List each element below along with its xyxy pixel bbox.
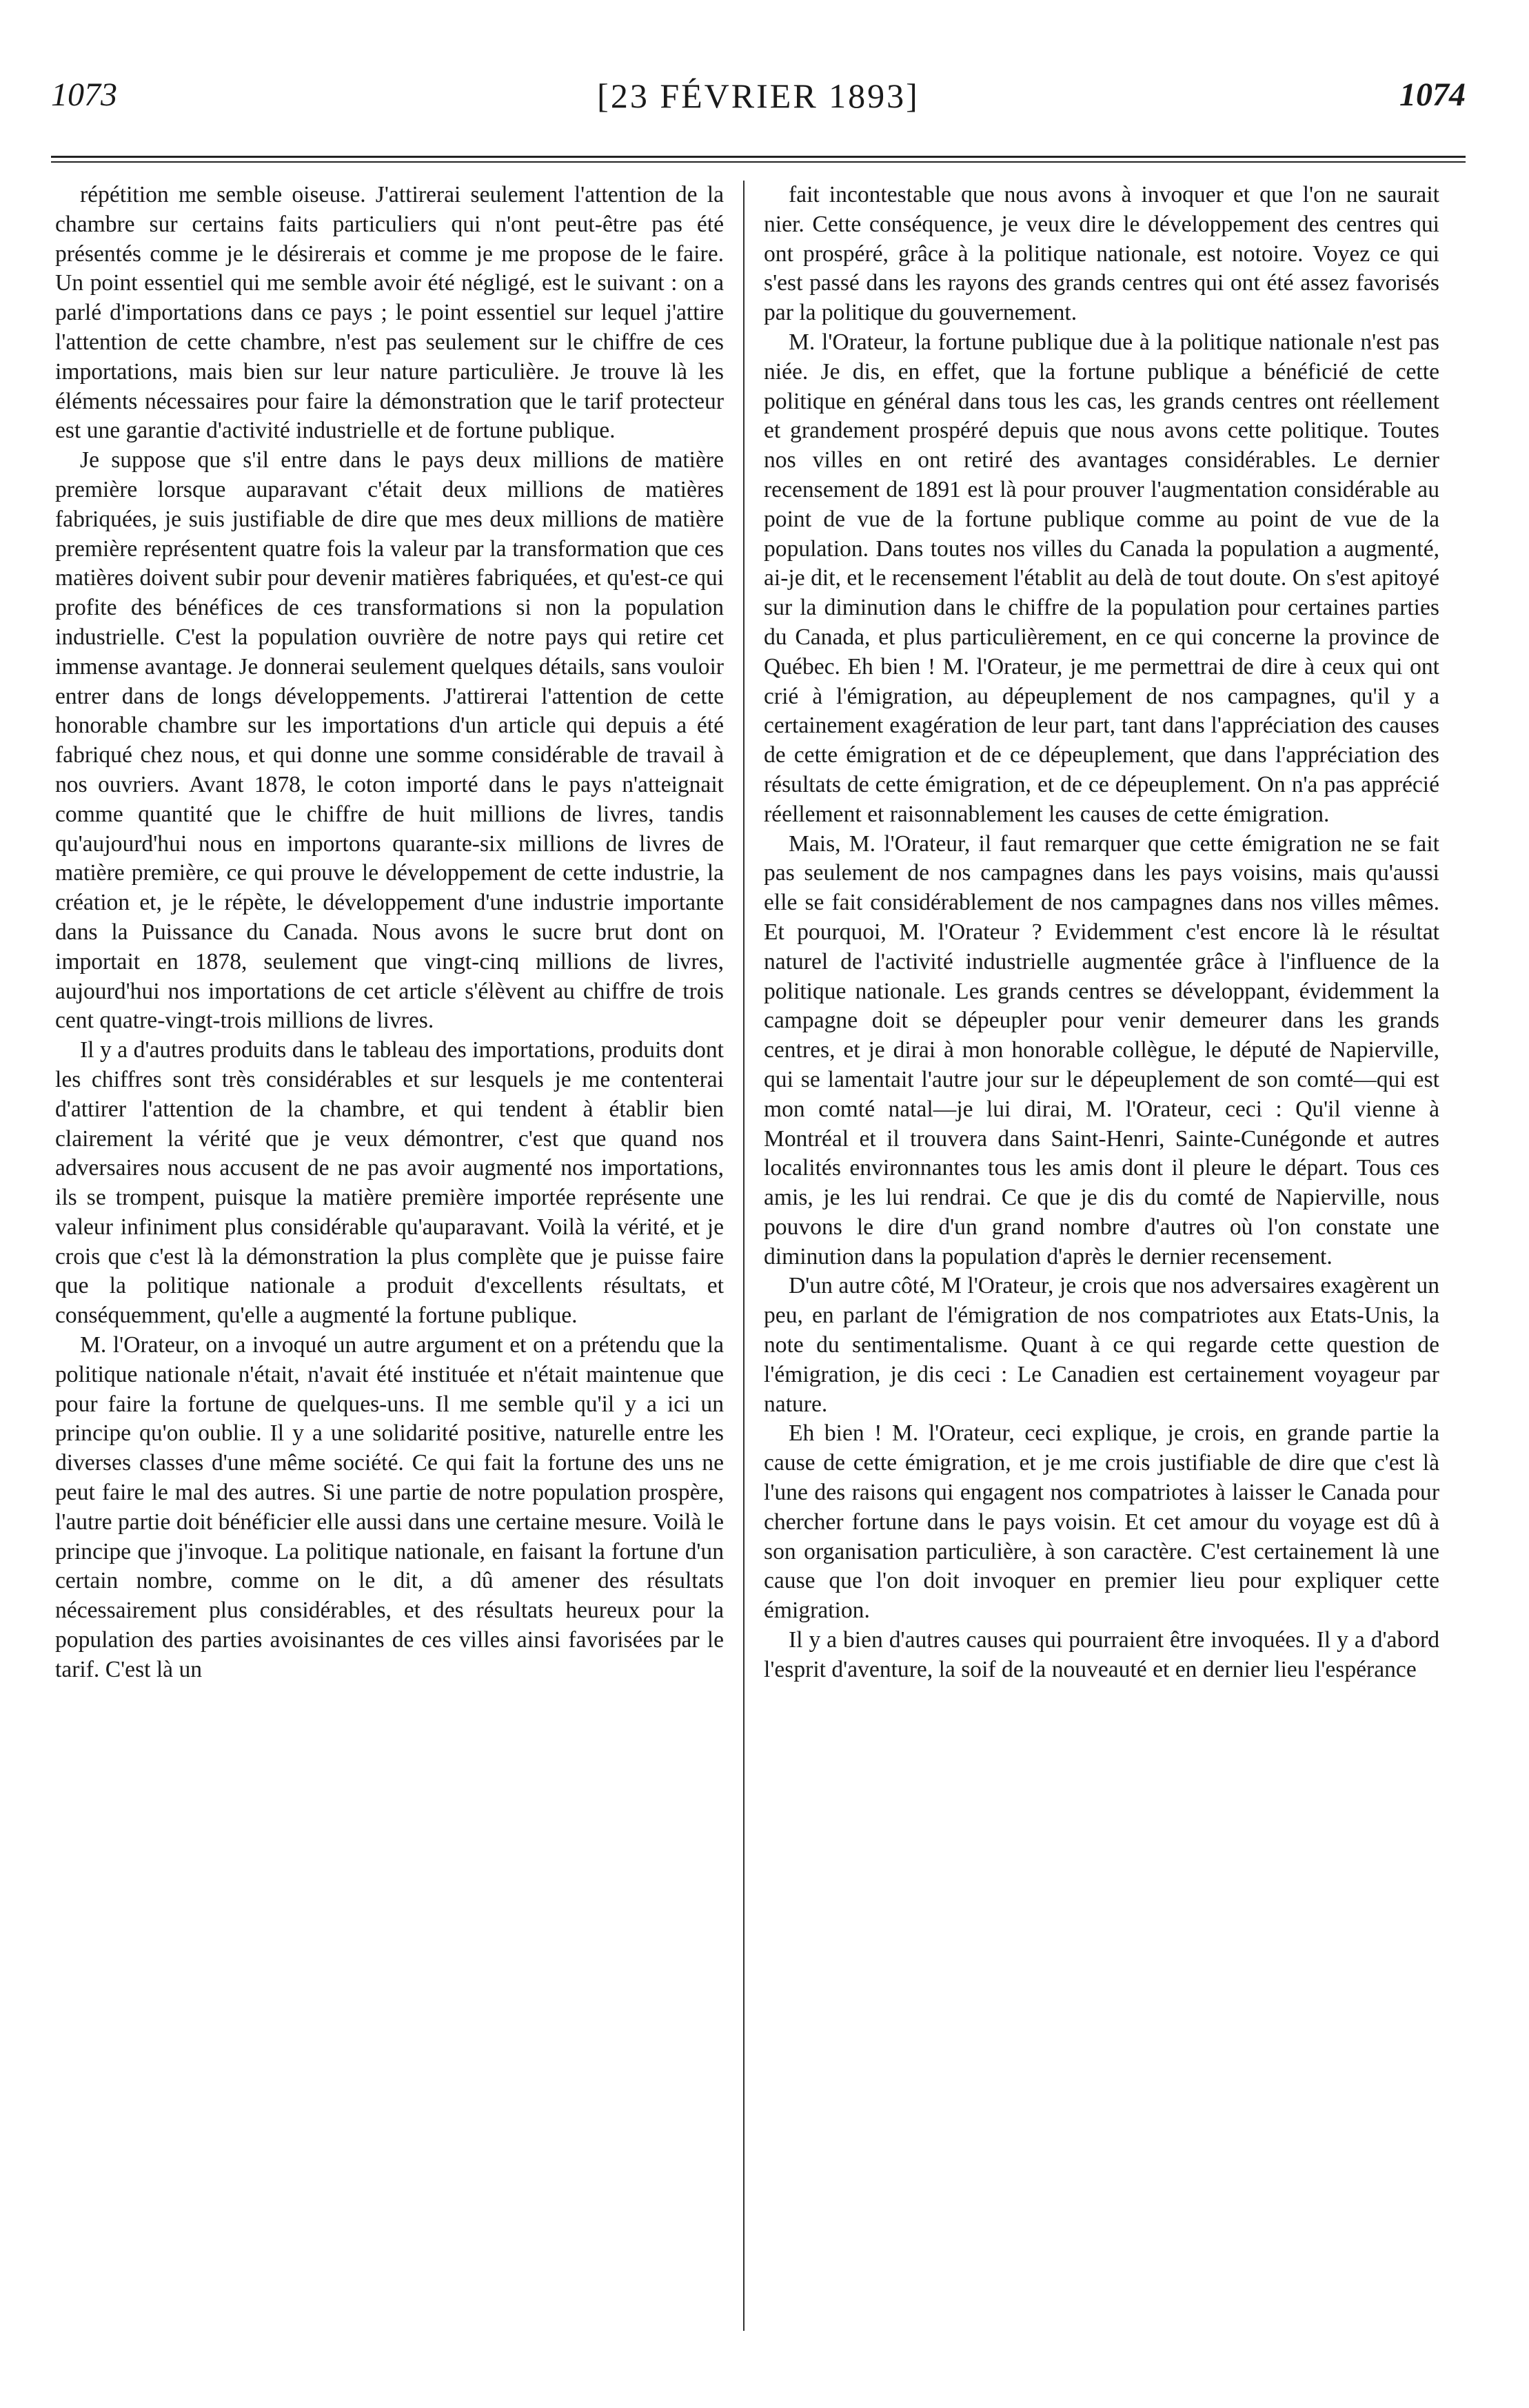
header-rule-top [51, 156, 1466, 158]
page-header [51, 76, 1466, 131]
column-divider [743, 181, 745, 2331]
page-number-right: 1074 [1399, 76, 1466, 113]
paragraph: Je suppose que s'il entre dans le pays deux millions de matière première lorsque auparavant c'était deux millions de matières fabriquées, je suis justifiable de dire que mes deux millions de matière première représentent quatre fois la valeur par la transformation que ces matières doivent subir pour devenir matières fabriquées, et qu'est-ce qui profite des bénéfices de ces transformations si non la population industrielle. C'est la population ouvrière de notre pays qui retire cet immense avantage. Je donnerai seulement quelques détails, sans vouloir entrer dans de longs développements. J'attirerai l'attention de cette honorable chambre sur les importations d'un article qui depuis a été fabriqué chez nous, et qui donne une somme considérable de travail à nos ouvriers. Avant 1878, le coton importé dans le pays n'atteignait comme quantité que le chiffre de huit millions de livres, tandis qu'aujourd'hui nous en importons quarante-six millions de livres de matière première, ce qui prouve le développement de cette industrie, la création et, je le répète, le développement d'une industrie importante dans la Puissance du Canada. Nous avons le sucre brut dont on importait en 1878, seulement que vingt-cinq millions de livres, aujourd'hui nos importations de cet article s'élèvent au chiffre de trois cent quatre-vingt-trois millions de livres. [55, 447, 724, 1034]
session-date: [23 FÉVRIER 1893] [597, 76, 920, 115]
header-rule-bottom [51, 161, 1466, 163]
left-column [55, 181, 724, 2345]
page-number-left: 1073 [51, 76, 117, 113]
paragraph: Eh bien ! M. l'Orateur, ceci explique, je crois, en grande partie la cause de cette émigration, et je me crois justifiable de dire que c'est là l'une des raisons qui engagent nos compatriotes à laisser le Canada pour chercher fortune dans le pays voisin. Et cet amour du voyage est dû à son organisation particulière, à son caractère. C'est certainement là une cause que l'on doit invoquer en premier lieu pour expliquer cette émigration. [764, 1420, 1439, 1624]
paragraph: M. l'Orateur, la fortune publique due à la politique nationale n'est pas niée. Je dis, en effet, que la fortune publique a bénéficié de cette politique en général dans tous les cas, les grands centres ont réellement et grandement prospéré depuis que nous avons cette politique. Toutes nos villes en ont retiré des avantages considérables. Le dernier recensement de 1891 est là pour prouver l'augmentation considérable au point de vue de la fortune publique comme au point de vue de la population. Dans toutes nos villes du Canada la population a augmenté, ai-je dit, et le recensement l'établit au delà de tout doute. On s'est apitoyé sur la diminution dans le chiffre de la population pour certaines parties du Canada, et plus particulièrement, en ce qui concerne la province de Québec. Eh bien ! M. l'Orateur, je me permettrai de dire à ceux qui ont crié à l'émigration, au dépeuplement de nos campagnes, qu'il y a certainement exagération de leur part, tant dans l'appréciation des causes de cette émigration et de ce dépeuplement, que dans l'appréciation des résultats de cette émigration, et de ce dépeuplement. On n'a pas apprécié réellement et raisonnablement les causes de cette émigration. [764, 329, 1439, 827]
paragraph: D'un autre côté, M l'Orateur, je crois que nos adversaires exagèrent un peu, en parlant de l'émigration de nos compatriotes aux Etats-Unis, la note du sentimentalisme. Quant à ce qui regarde cette question de l'émigration, je dis ceci : Le Canadien est certainement voyageur par nature. [764, 1273, 1439, 1417]
paragraph: M. l'Orateur, on a invoqué un autre argument et on a prétendu que la politique nationale n'était, n'avait été instituée et n'était maintenue que pour faire la fortune de quelques-uns. Il me semble qu'il y a ici un principe qu'on oublie. Il y a une solidarité positive, naturelle entre les diverses classes d'une même société. Ce qui fait la fortune des uns ne peut faire le mal des autres. Si une partie de notre population prospère, l'autre partie doit bénéficier elle aussi dans une certaine mesure. Voilà le principe que j'invoque. La politique nationale, en faisant la fortune d'un certain nombre, comme on le dit, a dû amener des résultats nécessairement plus considérables, et des résultats heureux pour la population des parties avoisinantes de ces villes ainsi favorisées par le tarif. C'est là un [55, 1332, 724, 1682]
paragraph: Il y a bien d'autres causes qui pourraient être invoquées. Il y a d'abord l'esprit d'aventure, la soif de la nouveauté et en dernier lieu l'espérance [764, 1627, 1439, 1682]
paragraph: fait incontestable que nous avons à invoquer et que l'on ne saurait nier. Cette conséquence, je veux dire le développement des centres qui ont prospéré, grâce à la politique nationale, est notoire. Voyez ce qui s'est passé dans les rayons des grands centres qui ont été assez favorisés par la politique du gouvernement. [764, 182, 1439, 326]
right-column [764, 181, 1439, 2345]
paragraph: Mais, M. l'Orateur, il faut remarquer que cette émigration ne se fait pas seulement de nos campagnes dans les pays voisins, mais qu'aussi elle se fait considérablement de nos campagnes dans nos villes mêmes. Et pourquoi, M. l'Orateur ? Evidemment c'est encore là le résultat naturel de l'activité industrielle augmentée grâce à l'influence de la politique nationale. Les grands centres se développant, évidemment la campagne doit se dépeupler pour venir demeurer dans les grands centres, et je dirai à mon honorable collègue, le député de Napierville, qui se lamentait l'autre jour sur le dépeuplement de son comté—qui est mon comté natal—je lui dirai, M. l'Orateur, ceci : Qu'il vienne à Montréal et il trouvera dans Saint-Henri, Sainte-Cunégonde et autres localités environnantes tous les amis dont il pleure le départ. Tous ces amis, je les lui rendrai. Ce que je dis du comté de Napierville, nous pouvons le dire d'un grand nombre d'autres où l'on constate une diminution dans la population d'après le dernier recensement. [764, 830, 1439, 1269]
paragraph: répétition me semble oiseuse. J'attirerai seulement l'attention de la chambre sur certains faits particuliers qui n'ont peut-être pas été présentés comme je le désirerais et comme je me propose de le faire. Un point essentiel qui me semble avoir été négligé, est le suivant : on a parlé d'importations dans ce pays ; le point essentiel sur lequel j'attire l'attention de cette chambre, n'est pas seulement sur le chiffre de ces importations, mais bien sur leur nature particulière. Je trouve là les éléments nécessaires pour faire la démonstration que le tarif protecteur est une garantie d'activité industrielle et de fortune publique. [55, 182, 724, 444]
paragraph: Il y a d'autres produits dans le tableau des importations, produits dont les chiffres sont très considérables et sur lesquels je me contenterai d'attirer l'attention de la chambre, et qui tendent à établir bien clairement la vérité que je veux démontrer, c'est que quand nos adversaires nous accusent de ne pas avoir augmenté nos importations, ils se trompent, puisque la matière première importée représente une valeur infiniment plus considérable qu'auparavant. Voilà la vérité, et je crois que c'est là la démonstration la plus complète que je puisse faire que la politique nationale a produit d'excellents résultats, et conséquemment, qu'elle a augmenté la fortune publique. [55, 1037, 724, 1329]
